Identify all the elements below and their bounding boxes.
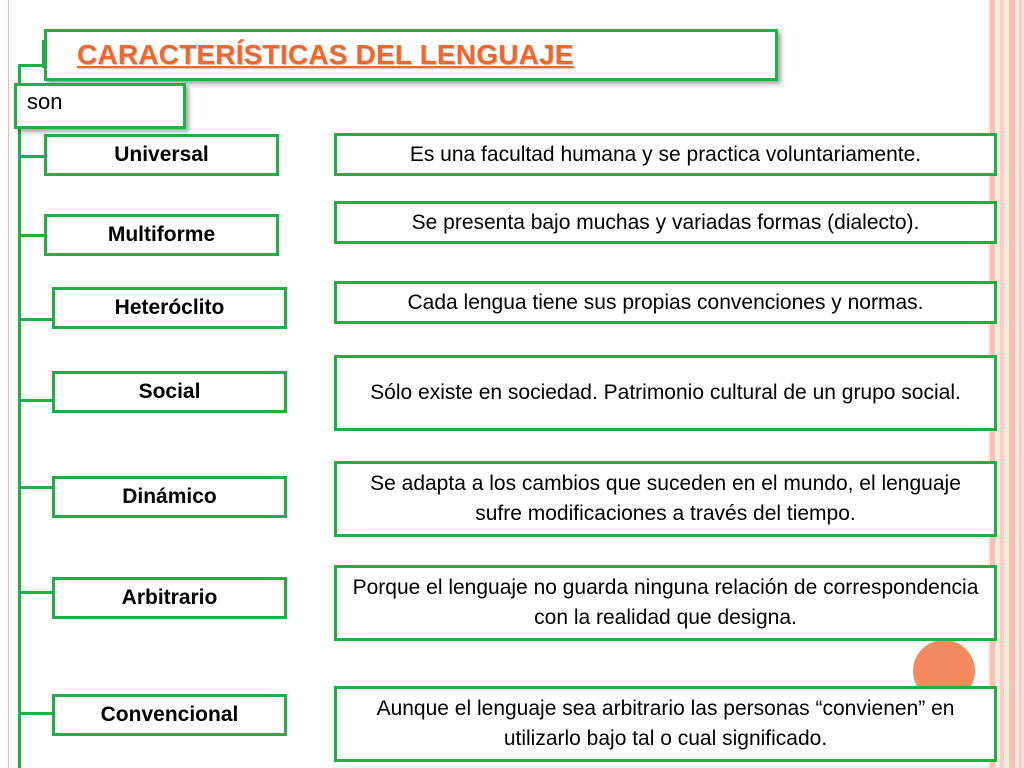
label-universal: Universal (44, 134, 279, 176)
description-universal: Es una facultad humana y se practica voluntariamente. (334, 133, 997, 176)
label-social: Social (52, 371, 287, 413)
connector-spine (18, 128, 21, 768)
connector-branch (18, 591, 52, 594)
label-dinamico: Dinámico (52, 476, 287, 518)
label-convencional: Convencional (52, 694, 287, 736)
description-convencional: Aunque el lenguaje sea arbitrario las personas “convienen” en utilizarlo bajo tal o cual significado. (334, 686, 997, 762)
label-arbitrario: Arbitrario (52, 577, 287, 619)
connector-branch (18, 234, 44, 237)
connector-label: son (14, 83, 186, 129)
connector-branch (18, 486, 52, 489)
description-arbitrario: Porque el lenguaje no guarda ninguna relación de correspondencia con la realidad que designa. (334, 565, 997, 641)
connector-branch (18, 318, 52, 321)
description-heteroclito: Cada lengua tiene sus propias convenciones y normas. (334, 281, 997, 324)
description-multiforme: Se presenta bajo muchas y variadas formas (dialecto). (334, 201, 997, 244)
connector-spine (18, 64, 45, 67)
connector-branch (18, 155, 44, 158)
description-dinamico: Se adapta a los cambios que suceden en el mundo, el lenguaje sufre modificaciones a través del tiempo. (334, 461, 997, 537)
connector-branch (18, 712, 52, 715)
label-heteroclito: Heteróclito (52, 287, 287, 329)
frame-line (8, 0, 9, 768)
diagram-title: CARACTERÍSTICAS DEL LENGUAJE (44, 29, 778, 81)
label-multiforme: Multiforme (44, 214, 279, 256)
connector-branch (18, 399, 52, 402)
description-social: Sólo existe en sociedad. Patrimonio cultural de un grupo social. (334, 355, 997, 431)
